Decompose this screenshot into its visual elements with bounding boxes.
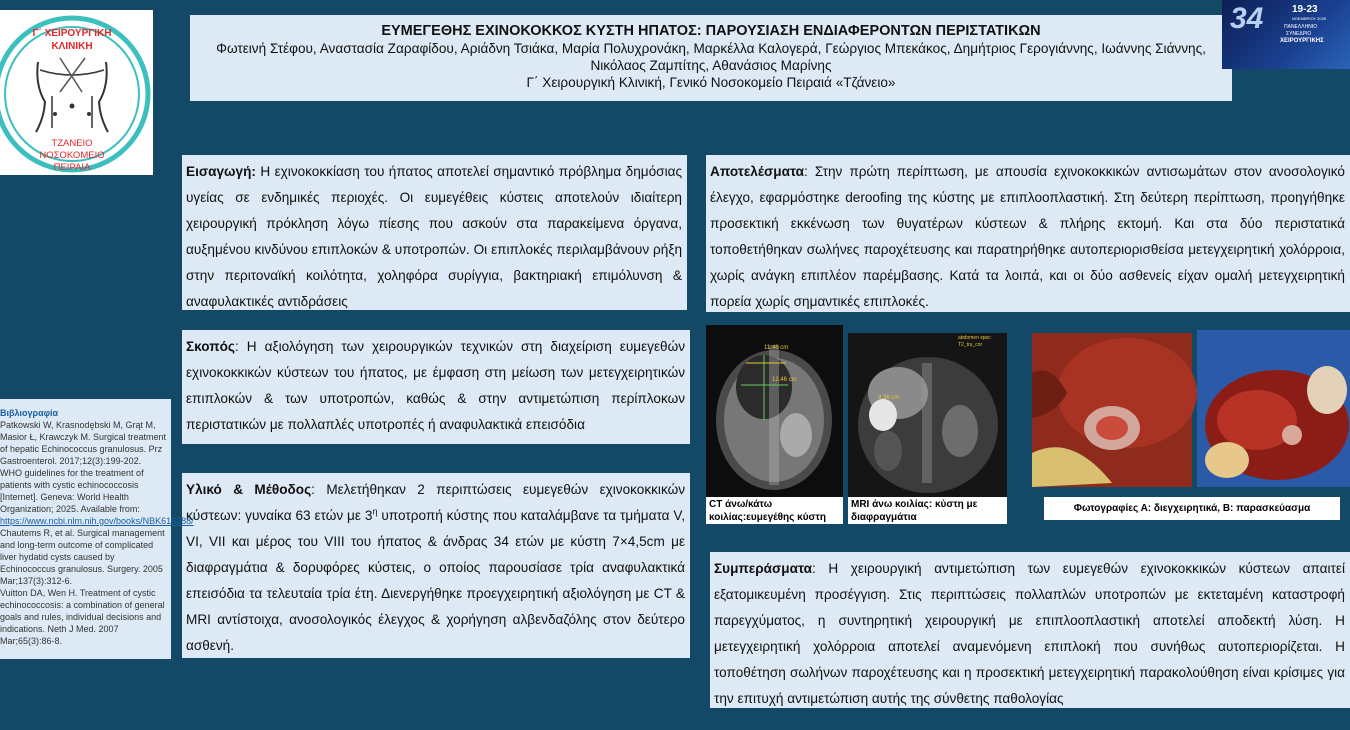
reference-2: WHO guidelines for the treatment of patients with cystic echinococcosis [Internet]. Geneva: World Health Organization; 2025. Available from: https://www.ncbi.nlm.nih.gov/books/NBK616288/ xyxy=(0,468,194,526)
mri-corner-text-1: abdomen spec xyxy=(958,335,991,341)
clinic-logo-line5: ΠΕΙΡΑΙΑ xyxy=(53,162,91,173)
poster-authors: Φωτεινή Στέφου, Αναστασία Ζαραφίδου, Αριάδνη Τσιάκα, Μαρία Πολυχρονάκη, Μαρκέλλα Καλογερά, Γεώργιος Μπεκάκος, Δημήτριος Γερογιάννης, Ιωάννης Σιάννης, Νικόλαος Ζαμπίτης, Αθανάσιος Μαρίνης xyxy=(216,41,1206,73)
reference-4: Vuitton DA, Wen H. Treatment of cystic echinococcosis: a combination of general goals and rules, individual decisions and indications. Neth J Med. 2007 Mar;65(3):86-8. xyxy=(0,588,165,646)
methods-label: Υλικό & Μέθοδος xyxy=(186,482,312,497)
poster-affiliation: Γ΄ Χειρουργική Κλινική, Γενικό Νοσοκομείο Πειραιά «Τζάνειο» xyxy=(526,75,896,90)
ct-scan-image xyxy=(706,325,843,497)
references-section xyxy=(0,399,194,659)
intraoperative-photo-drawing xyxy=(1032,333,1192,487)
methods-section xyxy=(182,473,690,658)
photo-caption: Φωτογραφίες Α: διεγχειρητικά, Β: παρασκεύασμα xyxy=(1044,497,1340,520)
results-label: Αποτελέσματα xyxy=(710,164,805,179)
poster-header xyxy=(190,15,1232,101)
methods-text-a: : Μελετήθηκαν 2 περιπτώσεις ευμεγεθών εχινοκοκκικών κύστεων: γυναίκα 63 ετών με 3 xyxy=(186,482,685,523)
mri-measure-label: 4.36 cm xyxy=(878,395,900,401)
results-text: : Στην πρώτη περίπτωση, με απουσία εχινοκοκκικών αντισωμάτων στον ανοσολογικό έλεγχο, εφαρμόστηκε deroofing της κύστης με επιπλοοπλαστική. Στη δεύτερη περίπτωση, προηγήθηκε προσεκτική εκκένωση των θυγατέρων κύστεων & πλήρης εκτομή. Και στα δύο περιστατικά τοποθετήθηκαν σωλήνες παροχέτευσης και παρατηρήθηκε αυτοπεριορισθείσα μετεγχειρητική χολόρροια, χωρίς ανάγκη επιπλέον παρέμβασης. Κατά τα λοιπά, και οι δύο ασθενείς είχαν ομαλή μετεγχειρητική πορεία χωρίς σημαντικές επιπλοκές. xyxy=(710,164,1345,309)
results-section xyxy=(706,155,1350,312)
clinic-logo-line1: Γ΄ ΧΕΙΡΟΥΡΓΙΚΗ xyxy=(32,28,112,39)
intraoperative-photo xyxy=(1032,333,1192,487)
congress-logo xyxy=(1222,0,1350,69)
specimen-photo-drawing xyxy=(1197,330,1350,487)
mri-corner-text-2: T2_tru_cor xyxy=(958,342,983,348)
poster-title: ΕΥΜΕΓΕΘΗΣ ΕΧΙΝΟΚΟΚΚΟΣ ΚΥΣΤΗ ΗΠΑΤΟΣ: ΠΑΡΟΥΣΙΑΣΗ ΕΝΔΙΑΦΕΡΟΝΤΩΝ ΠΕΡΙΣΤΑΤΙΚΩΝ xyxy=(381,23,1041,39)
references-title: Βιβλιογραφία xyxy=(0,408,59,418)
congress-logo-dates: 19-23 xyxy=(1292,4,1318,15)
congress-logo-month: ΝΟΕΜΒΡΙΟΥ 2025 xyxy=(1292,16,1327,21)
ct-measure-label-2: 12.46 cm xyxy=(772,377,797,383)
methods-text-b: υποτροπή κύστης που καταλάμβανε τα τμήματα V, VI, VII και μέρος του VIII του ήπατος & άνδρας 34 ετών με κύστη 7×4,5cm με διαφραγμάτια & δορυφόρες κύστεις, ο οποίος παρουσίασε τρία αναφυλακτικά επεισόδια τα τελευταία τρία έτη. Διενεργήθηκε προεγχειρητική αξιολόγηση με CT & MRI αντίστοιχα, ανοσολογικός έλεγχος & χορήγηση αλβενδαζόλης στον δεύτερο ασθενή. xyxy=(186,508,685,653)
mri-caption: MRI άνω κοιλίας: κύστη με διαφραγμάτια xyxy=(848,497,1007,524)
congress-logo-line1: ΠΑΝΕΛΛΗΝΙΟ xyxy=(1284,24,1318,30)
reference-1: Patkowski W, Krasnodębski M, Grąt M, Masior Ł, Krawczyk M. Surgical treatment of hepatic Echinococcus granulosus. Prz Gastroenterol. 2017;12(3):199-202. xyxy=(0,420,167,466)
reference-2-link[interactable]: https://www.ncbi.nlm.nih.gov/books/NBK616288/ xyxy=(0,516,194,526)
intro-text: Η εχινοκοκκίαση του ήπατος αποτελεί σημαντικό πρόβλημα δημόσιας υγείας σε ενδημικές περιοχές. Οι ευμεγέθεις κύστεις αποτελούν ιδιαίτερη χειρουργική πρόκληση λόγω πίεσης που ασκούν στα παρακείμενα όργανα, αυξημένου κινδύνου επιπλοκών & υποτροπών. Οι επιπλοκές περιλαμβάνουν ρήξη στην περιτοναϊκή κοιλότητα, χοληφόρα συρίγγια, βακτηριακή επιμόλυνση & αναφυλακτικές αντιδράσεις xyxy=(186,164,682,309)
aim-section xyxy=(182,330,690,444)
conclusions-label: Συμπεράσματα xyxy=(714,561,813,576)
clinic-logo xyxy=(0,10,153,175)
conclusions-text: : Η χειρουργική αντιμετώπιση των ευμεγεθών εχινοκοκκικών κύστεων απαιτεί εξατομικευμένη προσέγγιση. Στις περιπτώσεις πολλαπλών υποτροπών με εκτεταμένη καταστροφή παρεγχύματος, η συντηρητική χειρουργική με επιπλοοπλαστική αποτελεί αποδεκτή λύση. Η μετεγχειρητική χολόρροια αποτελεί αναμενόμενη επιπλοκή που συνήθως αυτοπεριορίζεται. Η τοποθέτηση σωλήνων παροχέτευσης και η προσεκτική μετεγχειρητική παρακολούθηση είναι κρίσιμες για την επιτυχή αντιμετώπιση αυτής της σύνθετης παθολογίας xyxy=(714,561,1345,706)
specimen-photo xyxy=(1197,330,1350,487)
congress-logo-line2: ΣΥΝΕΔΡΙΟ xyxy=(1286,31,1312,37)
intro-label: Εισαγωγή: xyxy=(186,164,256,179)
ct-measure-label-1: 11.46 cm xyxy=(764,345,789,351)
mri-scan-image xyxy=(848,333,1007,497)
clinic-logo-line3: ΤΖΑΝΕΙΟ xyxy=(51,138,93,149)
aim-text: : Η αξιολόγηση των χειρουργικών τεχνικών στη διαχείριση ευμεγεθών εχινοκοκκικών κύστεων του ήπατος, με έμφαση στη μείωση των μετεγχειρητικών επιπλοκών & των υποτροπών, καθώς & στην αντιμετώπιση περίπλοκων περιστατικών με πολλαπλές υποτροπές ή αναφυλακτικά επεισόδια xyxy=(186,339,685,432)
clinic-logo-line4: ΝΟΣΟΚΟΜΕΙΟ xyxy=(39,150,105,161)
congress-logo-line3: ΧΕΙΡΟΥΡΓΙΚΗΣ xyxy=(1280,38,1324,44)
clinic-logo-line2: ΚΛΙΝΙΚΗ xyxy=(51,41,93,52)
mri-scan-drawing xyxy=(848,333,1007,497)
congress-logo-number: 34 xyxy=(1230,2,1264,35)
intro-section xyxy=(182,155,687,310)
aim-label: Σκοπός xyxy=(186,339,235,354)
ct-caption: CT άνω/κάτω κοιλίας:ευμεγέθης κύστη xyxy=(706,497,843,524)
conclusions-section xyxy=(710,552,1350,708)
methods-superscript: η xyxy=(372,506,378,517)
reference-3: Chautems R, et al. Surgical management and long-term outcome of complicated liver hydatid cysts caused by Echinococcus granulosus. Surgery. 2005 Mar;137(3):312-6. xyxy=(0,528,165,586)
